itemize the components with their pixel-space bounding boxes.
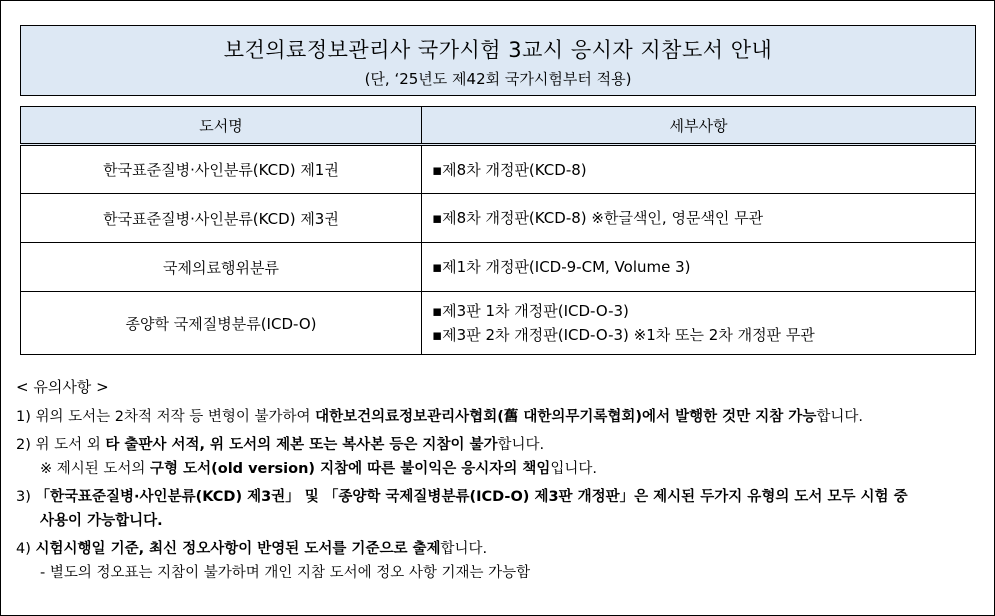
details-cell [422,194,976,243]
note-continuation: 사용이 가능합니다. [40,513,163,529]
note-text: 4) [16,541,36,557]
note-item-4 [16,537,988,585]
detail-line: ▪제8차 개정판(KCD-8) [432,160,587,179]
note-text: ※ 제시된 도서의 [40,461,151,477]
notes-section [16,376,988,589]
detail-line: ▪제1차 개정판(ICD-9-CM, Volume 3) [432,258,691,276]
table-row [21,145,976,194]
header-book-name: 도서명 [21,107,422,145]
table-header-row [21,107,976,145]
reference-books-table [20,106,976,355]
note-emphasis: 「한국표준질병·사인분류(KCD) 제3권」 및 「종양학 국제질병분류(ICD-O) 제3판 개정판」은 제시된 두가지 유형의 도서 모두 시험 중 [35,489,908,505]
title-box [20,25,976,96]
note-item-3 [16,485,988,533]
table-row [21,194,976,243]
note-emphasis: 타 출판사 서적, 위 도서의 제본 또는 복사본 등은 지참이 불가 [105,437,498,453]
note-text: 3) [16,489,36,505]
page-title: 보건의료정보관리사 국가시험 3교시 응시자 지참도서 안내 [223,38,773,62]
detail-line: ▪제3판 2차 개정판(ICD-O-3) ※1차 또는 2차 개정판 무관 [432,326,815,344]
book-name-cell: 한국표준질병·사인분류(KCD) 제1권 [21,145,422,194]
details-cell [422,145,976,194]
detail-line: ▪제8차 개정판(KCD-8) ※한글색인, 영문색인 무관 [432,209,764,227]
details-cell [422,292,976,355]
table-row [21,243,976,292]
note-item-1 [16,405,988,429]
note-text: 1) 위의 도서는 2차적 저작 등 변형이 불가하여 [16,409,316,425]
book-name-cell: 종양학 국제질병분류(ICD-O) [21,292,422,355]
details-cell [422,243,976,292]
note-subline: - 별도의 정오표는 지참이 불가하며 개인 지참 도서에 정오 사항 기재는 가능함 [40,565,531,581]
page-subtitle: (단, ‘25년도 제42회 국가시험부터 적용) [364,70,632,88]
book-name-cell: 국제의료행위분류 [21,243,422,292]
note-item-2 [16,433,988,481]
table-row [21,292,976,355]
note-emphasis: 시험시행일 기준, 최신 정오사항이 반영된 도서를 기준으로 출제 [35,541,441,557]
notes-heading: < 유의사항 > [16,378,109,396]
note-text: 입니다. [550,461,598,477]
note-emphasis: 대한보건의료정보관리사협회(舊 대한의무기록협회)에서 발행한 것만 지참 가능 [315,409,817,425]
note-text: 2) 위 도서 외 [16,437,106,453]
header-details: 세부사항 [422,107,976,145]
note-text: 합니다. [440,541,488,557]
book-name-cell: 한국표준질병·사인분류(KCD) 제3권 [21,194,422,243]
note-subline [16,457,988,481]
note-text: 합니다. [816,409,863,425]
note-emphasis: 구형 도서(old version) 지참에 따른 불이익은 응시자의 책임 [150,461,551,477]
note-text: 합니다. [497,437,545,453]
detail-line: ▪제3판 1차 개정판(ICD-O-3) [432,302,629,320]
